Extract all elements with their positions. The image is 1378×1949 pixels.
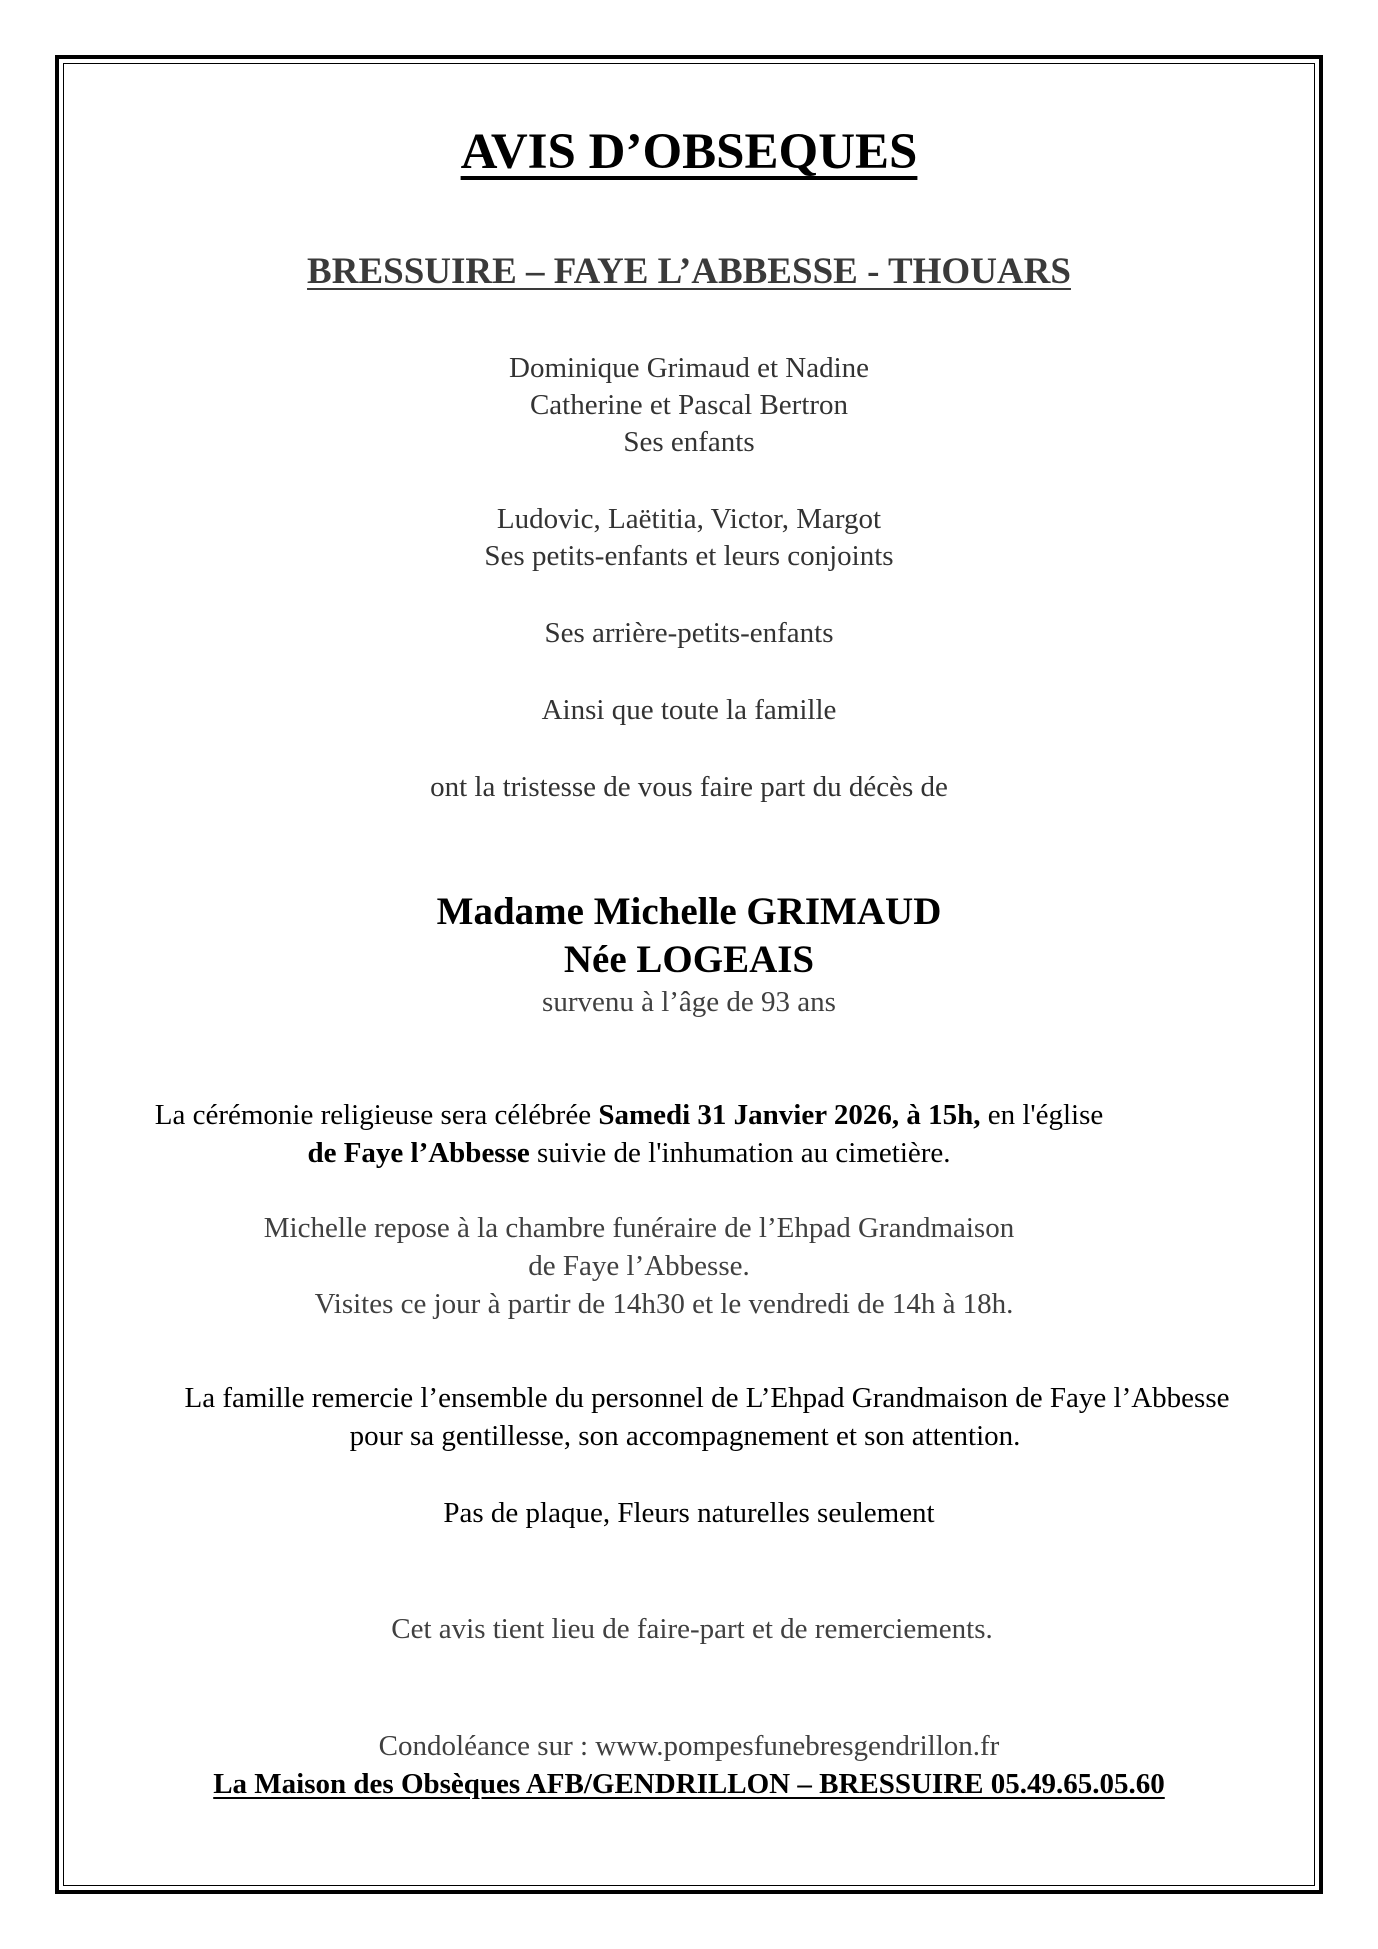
ceremony-datetime: Samedi 31 Janvier 2026, à 15h, [598,1099,981,1131]
flowers-note: Pas de plaque, Fleurs naturelles seulement [443,1497,935,1529]
thanks-line-1: La famille remercie l’ensemble du personnel de L’Ehpad Grandmaison de Faye l’Abbesse [184,1382,1230,1414]
locations-heading: BRESSUIRE – FAYE L’ABBESSE - THOUARS [307,251,1071,292]
great-grandchildren-label: Ses arrière-petits-enfants [544,617,834,649]
grandchildren-names: Ludovic, Laëtitia, Victor, Margot [496,503,882,535]
children-label: Ses enfants [623,426,755,458]
family-line: Ainsi que toute la famille [541,694,837,726]
ceremony-burial: suivie de l'inhumation au cimetière. [529,1137,951,1169]
announcement-line: ont la tristesse de vous faire part du décès de [430,771,948,803]
children-line-1: Dominique Grimaud et Nadine [509,352,869,384]
remark-line: Cet avis tient lieu de faire-part et de remerciements. [391,1613,993,1645]
condolence-line: Condoléance sur : www.pompesfunebresgendrillon.fr [378,1730,1000,1762]
ceremony-line-2 [0,1135,1318,1171]
ceremony-place: de Faye l’Abbesse [307,1137,530,1169]
deceased-name: Madame Michelle GRIMAUD [436,890,942,933]
visitation-line-1: Michelle repose à la chambre funéraire de l’Ehpad Grandmaison [263,1212,1015,1244]
thanks-line-2: pour sa gentillesse, son accompagnement et son attention. [349,1420,1021,1452]
funeral-home-line: La Maison des Obsèques AFB/GENDRILLON – BRESSUIRE 05.49.65.05.60 [213,1768,1165,1800]
deceased-age: survenu à l’âge de 93 ans [542,986,836,1018]
visitation-line-2: de Faye l’Abbesse. [528,1250,750,1282]
ceremony-place-intro: en l'église [980,1099,1104,1131]
ceremony-intro: La cérémonie religieuse sera célébrée [154,1099,599,1131]
visitation-line-3: Visites ce jour à partir de 14h30 et le vendredi de 14h à 18h. [314,1288,1014,1320]
notice-title: AVIS D’OBSEQUES [460,124,918,180]
grandchildren-label: Ses petits-enfants et leurs conjoints [484,540,894,572]
ceremony-line-1 [0,1097,1318,1133]
deceased-birth-name: Née LOGEAIS [563,938,815,981]
children-line-2: Catherine et Pascal Bertron [529,389,849,421]
